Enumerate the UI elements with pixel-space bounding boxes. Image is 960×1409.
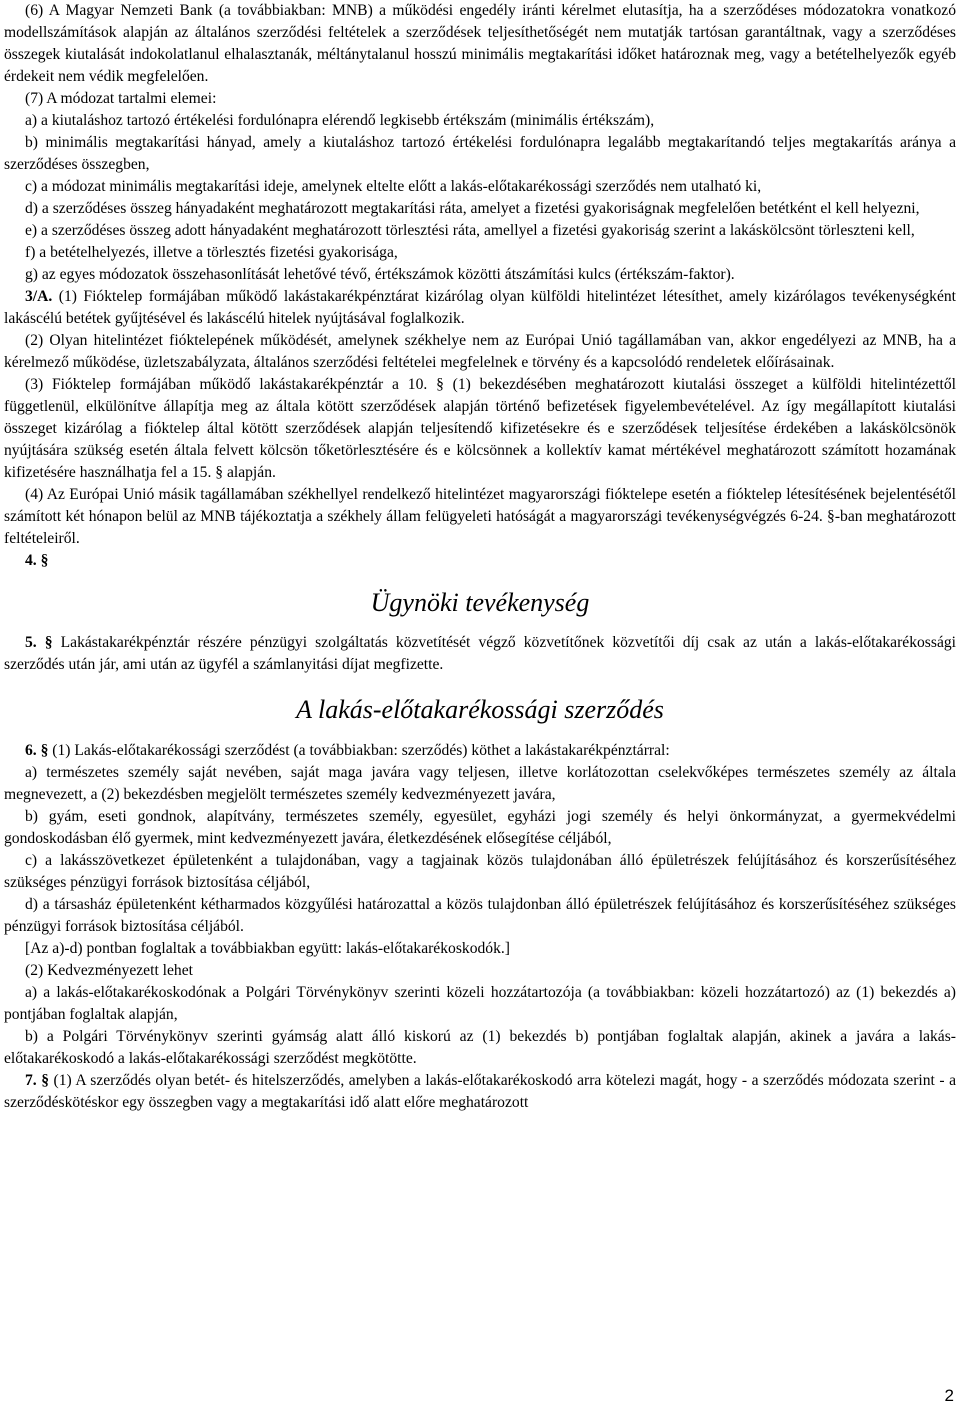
- list-item-b: b) minimális megtakarítási hányad, amely a kiutaláshoz tartozó értékelési fordulónapra legalább megtakarítandó teljes megtakarítás aránya a szerződéses összegben,: [4, 134, 956, 173]
- list-item-d: d) a szerződéses összeg hányadaként meghatározott megtakarítási ráta, amelyet a fizetési gyakoriságnak megfelelően betétként el kell helyezni,: [25, 200, 920, 217]
- section-6-p2-item-b: b) a Polgári Törvénykönyv szerinti gyámság alatt álló kiskorú az (1) bekezdés b) pontjában foglaltak alapján, akinek a javára a lakás-előtakarékoskodó a lakás-előtakarékossági szerződést megkötötte.: [4, 1028, 956, 1067]
- section-6-p2: (2) Kedvezményezett lehet: [25, 962, 193, 979]
- section-text: (1) A szerződés olyan betét- és hitelszerződés, amelyben a lakás-előtakarékoskodó arra kötelezi magát, hogy - a szerződés módozata szerint - a szerződéskötéskor egy összegben vagy a megtakarítási idő alatt előre meghatározott: [4, 1072, 956, 1111]
- heading-ugynoki-tevekenyseg: Ügynöki tevékenység: [370, 588, 590, 617]
- section-3a-p3: (3) Fióktelep formájában működő lakástakarékpénztár a 10. § (1) bekezdésében meghatározott kiutalási összeget a külföldi hitelintézettől függetlenül, elkülönítve állapítja meg az általa kötött szerződések alapján történő befizetések figyelembevételével. Az így megállapított kiutalási összeget kizárólag a fióktelep által kötött szerződések alapján teljesítendő kifizetésekre és e szerződések teljesítése érdekében a lakáskölcsönök nyújtására szükség esetén általa felvett kölcsön tőketörlesztésére és e kölcsönnek a kollektív kamat mértékével meghatározott számított hozamának kifizetésére használhatja fel a 15. § alapján.: [4, 376, 956, 481]
- section-3a-p4: (4) Az Európai Unió másik tagállamában székhellyel rendelkező hitelintézet magyarországi fióktelepe esetén a fióktelep létesítésének bejelentésétől számított két hónapon belül az MNB tájékoztatja a székhely állam felügyeleti hatóságát a magyarországi tevékenységvégzés 6-24. §-ban meghatározott feltételeiről.: [4, 486, 956, 547]
- list-item-a: a) a kiutaláshoz tartozó értékelési fordulónapra elérendő legkisebb értékszám (minimális értékszám),: [25, 112, 655, 129]
- section-3a: [4, 286, 956, 330]
- list-item-e: e) a szerződéses összeg adott hányadaként meghatározott törlesztési ráta, amellyel a fizetési gyakoriság szerint a lakáskölcsönt törleszteni kell,: [25, 222, 915, 239]
- section-text: (1) Fióktelep formájában működő lakástakarékpénztárat kizárólag olyan külföldi hitelintézet létesíthet, amely kizárólagos tevékenységként lakáscélú betétek gyűjtésével és lakáscélú hitelek nyújtásával foglalkozik.: [4, 288, 956, 327]
- heading-lakas-elotakarekossagi-szerzodes: A lakás-előtakarékossági szerződés: [296, 695, 664, 724]
- document-body: [4, 0, 956, 1114]
- section-6-item-d: d) a társasház épületenként kétharmados közgyűlési határozattal a közös tulajdonban álló épületrészek felújításához és korszerűsítéséhez szükséges pénzügyi források biztosítása céljából.: [4, 896, 956, 935]
- list-item-g: g) az egyes módozatok összehasonlítását lehetővé tévő, értékszámok közötti átszámítási kulcs (értékszám-faktor).: [25, 266, 735, 283]
- section-4: [4, 550, 956, 572]
- section-number: 7. §: [25, 1072, 50, 1089]
- section-6: [4, 740, 956, 762]
- section-7: [4, 1070, 956, 1114]
- section-6-item-c: c) a lakásszövetkezet épületenként a tulajdonában, vagy a tagjainak közös tulajdonában álló épületrészek felújításához és korszerűsítéséhez szükséges pénzügyi források biztosítása céljából,: [4, 852, 956, 891]
- section-3a-p2: (2) Olyan hitelintézet fióktelepének működését, amelynek székhelye nem az Európai Unió tagállamában van, akkor engedélyezi az MNB, ha a kérelmező működése, üzletszabályzata, általános szerződési feltételei megfelelnek e törvény és a kapcsolódó rendeletek előírásainak.: [4, 332, 956, 371]
- section-5: [4, 632, 956, 676]
- section-number: 6. §: [25, 742, 49, 759]
- section-number: 3/A.: [25, 288, 53, 305]
- section-6-item-b: b) gyám, eseti gondnok, alapítvány, természetes személy, egyesület, egyházi jogi személy és helyi önkormányzat, a gyermekvédelmi gondoskodásban élő gyermek, mint kedvezményezett javára, életkezdésének elősegítése céljából,: [4, 808, 956, 847]
- list-item-c: c) a módozat minimális megtakarítási ideje, amelynek eltelte előtt a lakás-előtakarékossági szerződés nem utalható ki,: [25, 178, 762, 195]
- section-6-p2-item-a: a) a lakás-előtakarékoskodónak a Polgári Törvénykönyv szerinti közeli hozzátartozója (a továbbiakban: közeli hozzátartozó) az (1) bekezdés a) pontjában foglaltak alapján,: [4, 984, 956, 1023]
- section-6-item-a: a) természetes személy saját nevében, saját maga javára vagy teljesen, illetve korlátozottan cselekvőképes természetes személy az általa megnevezett, a (2) bekezdésben megjelölt természetes személy kedvezményezett javára,: [4, 764, 956, 803]
- section-text: Lakástakarékpénztár részére pénzügyi szolgáltatás közvetítését végző közvetítőnek közvetítői díj csak az után a lakás-előtakarékossági szerződés után jár, ami után az ügyfél a számlanyitási díjat megfizette.: [4, 634, 956, 673]
- section-number: 4. §: [25, 552, 49, 569]
- section-number: 5. §: [25, 634, 53, 651]
- page-number: 2: [944, 1386, 954, 1405]
- section-6-note: [Az a)-d) pontban foglaltak a továbbiakban együtt: lakás-előtakarékoskodók.]: [25, 940, 510, 957]
- paragraph-6: (6) A Magyar Nemzeti Bank (a továbbiakban: MNB) a működési engedély iránti kérelmet elutasítja, ha a szerződéses módozatokra vonatkozó modellszámítások alapján az általános szerződési feltételek a szerződések teljesíthetőségét nem mutatják tartósan garantáltnak, vagy a szerződéses összegek kiutalását indokolatlanul elhalasztanák, méltánytalanul hosszú minimális megtakarítási időket határoznak meg, vagy a betételhelyezők egyéb érdekeit nem védik megfelelően.: [4, 2, 956, 85]
- list-item-f: f) a betételhelyezés, illetve a törlesztés fizetési gyakorisága,: [25, 244, 398, 261]
- section-text: (1) Lakás-előtakarékossági szerződést (a továbbiakban: szerződés) köthet a lakástakarékpénztárral:: [48, 742, 670, 759]
- paragraph-7: (7) A módozat tartalmi elemei:: [25, 90, 217, 107]
